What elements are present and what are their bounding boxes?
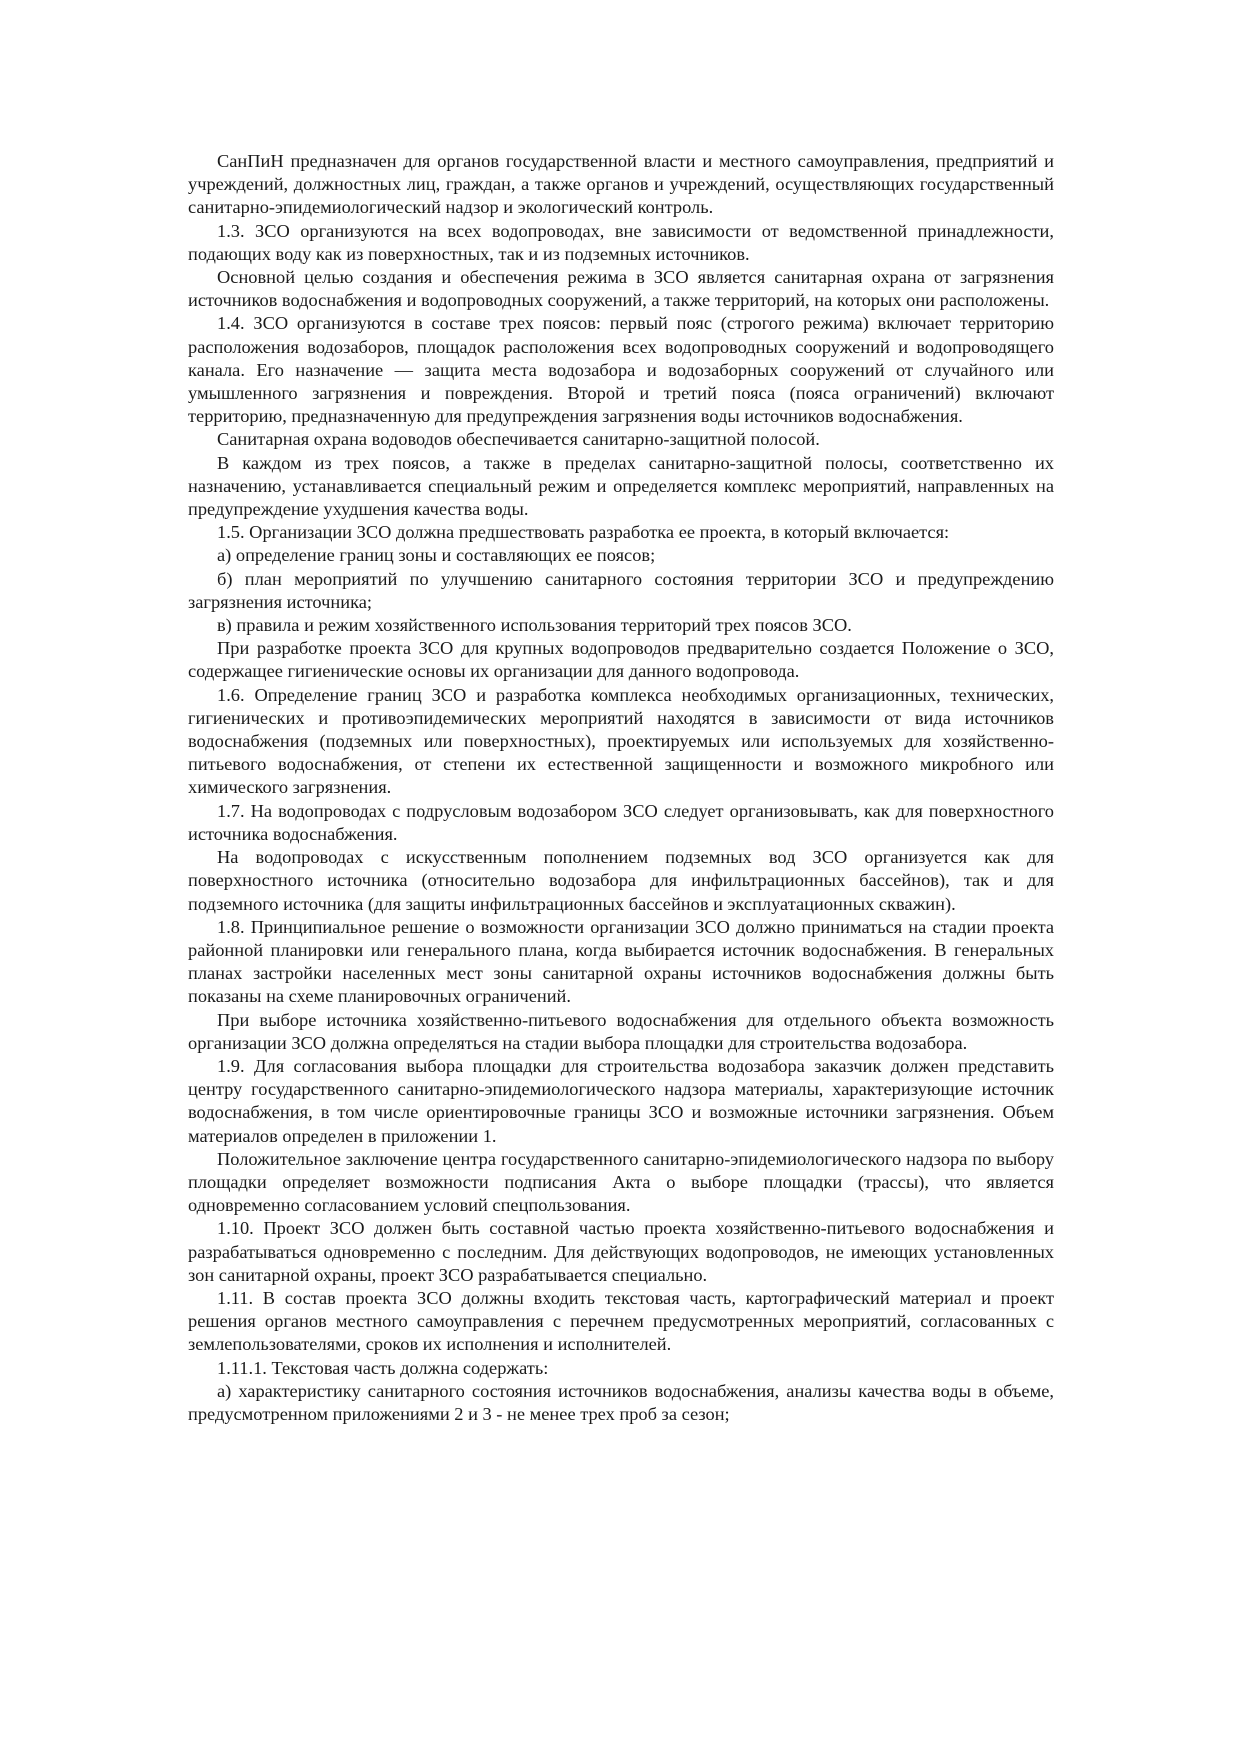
- list-item-b: б) план мероприятий по улучшению санитарного состояния территории ЗСО и предупреждению загрязнения источника;: [188, 568, 1054, 612]
- paragraph-1-8: 1.8. Принципиальное решение о возможности организации ЗСО должно приниматься на стадии проекта районной планировки или генерального плана, когда выбирается источник водоснабжения. В генеральных планах застройки населенных мест зоны санитарной охраны источников водоснабжения должны быть показаны на схеме планировочных ограничений.: [188, 916, 1054, 1007]
- paragraph-1-5: 1.5. Организации ЗСО должна предшествовать разработка ее проекта, в который включается:: [217, 522, 950, 543]
- paragraph-1-11: 1.11. В состав проекта ЗСО должны входить текстовая часть, картографический материал и проект решения органов местного самоуправления с перечнем предусмотренных мероприятий, согласованных с землепользователями, сроков их исполнения и исполнителей.: [188, 1287, 1054, 1355]
- paragraph-main-goal: Основной целью создания и обеспечения режима в ЗСО является санитарная охрана от загрязнения источников водоснабжения и водопроводных сооружений, а также территорий, на которых они расположены.: [188, 267, 1054, 311]
- paragraph-1-3: 1.3. ЗСО организуются на всех водопроводах, вне зависимости от ведомственной принадлежности, подающих воду как из поверхностных, так и из подземных источников.: [188, 220, 1054, 264]
- paragraph-1-9: 1.9. Для согласования выбора площадки для строительства водозабора заказчик должен представить центру государственного санитарно-эпидемиологического надзора материалы, характеризующие источник водоснабжения, в том числе ориентировочные границы ЗСО и возможные источники загрязнения. Объем материалов определен в приложении 1.: [188, 1055, 1054, 1146]
- paragraph-1-10: 1.10. Проект ЗСО должен быть составной частью проекта хозяйственно-питьевого водоснабжения и разрабатываться одновременно с последним. Для действующих водопроводов, не имеющих установленных зон санитарной охраны, проект ЗСО разрабатывается специально.: [188, 1218, 1054, 1285]
- document-page: [188, 150, 1054, 1426]
- list-item-a: а) определение границ зоны и составляющих ее поясов;: [217, 545, 656, 566]
- paragraph-belt-regime: В каждом из трех поясов, а также в пределах санитарно-защитной полосы, соответственно их назначению, устанавливается специальный режим и определяется комплекс мероприятий, направленных на предупреждение ухудшения качества воды.: [188, 452, 1054, 520]
- paragraph-positive-conclusion: Положительное заключение центра государственного санитарно-эпидемиологического надзора по выбору площадки определяет возможности подписания Акта о выборе площадки (трассы), что является одновременно согласованием условий спецпользования.: [188, 1148, 1054, 1216]
- paragraph-purpose: СанПиН предназначен для органов государственной власти и местного самоуправления, предприятий и учреждений, должностных лиц, граждан, а также органов и учреждений, осуществляющих государственный санитарно-эпидемиологический надзор и экологический контроль.: [188, 151, 1054, 218]
- paragraph-1-7: 1.7. На водопроводах с подрусловым водозабором ЗСО следует организовывать, как для поверхностного источника водоснабжения.: [188, 800, 1054, 844]
- paragraph-artificial-recharge: На водопроводах с искусственным пополнением подземных вод ЗСО организуется как для поверхностного источника (относительно водозабора для инфильтрационных бассейнов), так и для подземного источника (для защиты инфильтрационных бассейнов и эксплуатационных скважин).: [188, 847, 1054, 914]
- paragraph-1-11-1: 1.11.1. Текстовая часть должна содержать:: [217, 1357, 549, 1378]
- list-item-v: в) правила и режим хозяйственного использования территорий трех поясов ЗСО.: [217, 615, 852, 636]
- paragraph-source-choice: При выборе источника хозяйственно-питьевого водоснабжения для отдельного объекта возможность организации ЗСО должна определяться на стадии выбора площадки для строительства водозабора.: [188, 1009, 1054, 1053]
- paragraph-1-6: 1.6. Определение границ ЗСО и разработка комплекса необходимых организационных, технических, гигиенических и противоэпидемических мероприятий находятся в зависимости от вида источников водоснабжения (подземных или поверхностных), проектируемых или используемых для хозяйственно-питьевого водоснабжения, от степени их естественной защищенности и возможного микробного или химического загрязнения.: [188, 684, 1054, 798]
- paragraph-1-4: 1.4. ЗСО организуются в составе трех поясов: первый пояс (строгого режима) включает территорию расположения водозаборов, площадок расположения всех водопроводных сооружений и водопроводящего канала. Его назначение — защита места водозабора и водозаборных сооружений от случайного или умышленного загрязнения и повреждения. Второй и третий пояса (пояса ограничений) включают территорию, предназначенную для предупреждения загрязнения воды источников водоснабжения.: [188, 313, 1054, 427]
- paragraph-regulation: При разработке проекта ЗСО для крупных водопроводов предварительно создается Положение о ЗСО, содержащее гигиенические основы их организации для данного водопровода.: [188, 638, 1054, 682]
- list-item-a-characteristics: а) характеристику санитарного состояния источников водоснабжения, анализы качества воды в объеме, предусмотренном приложениями 2 и 3 - не менее трех проб за сезон;: [188, 1380, 1054, 1424]
- paragraph-sanitary-strip: Санитарная охрана водоводов обеспечивается санитарно-защитной полосой.: [217, 429, 820, 450]
